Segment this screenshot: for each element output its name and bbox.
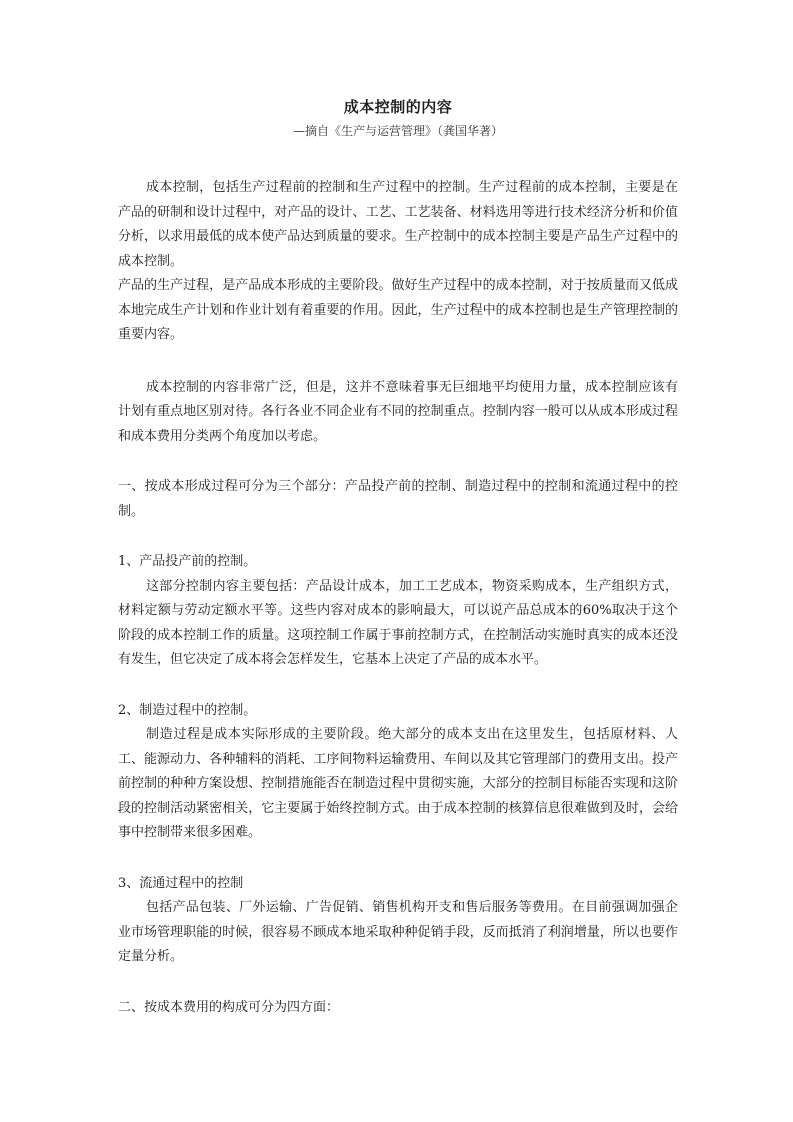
document-subtitle: —摘自《生产与运营管理》（龚国华著） [292,124,503,138]
paragraph: 成本控制的内容非常广泛，但是，这并不意味着事无巨细地平均使用力量，成本控制应该有计划有重点地区别对待。各行各业不同企业有不同的控制重点。控制内容一般可以从成本形成过程和成本费用分类两个角度加以考虑。 [118,379,678,444]
paragraph: 这部分控制内容主要包括：产品设计成本，加工工艺成本，物资采购成本，生产组织方式，材料定额与劳动定额水平等。这些内容对成本的影响最大，可以说产品总成本的60%取决于这个阶段的成本控制工作的质量。这项控制工作属于事前控制方式，在控制活动实施时真实的成本还没有发生，但它决定了成本将会怎样发生，它基本上决定了产品的成本水平。 [118,578,678,667]
subsection-heading: 3、流通过程中的控制 [118,875,244,891]
paragraph: 产品的生产过程，是产品成本形成的主要阶段。做好生产过程中的成本控制，对于按质量而又低成本地完成生产计划和作业计划有着重要的作用。因此，生产过程中的成本控制也是生产管理控制的重要内容。 [118,278,678,342]
paragraph: 包括产品包装、厂外运输、广告促销、销售机构开支和售后服务等费用。在目前强调加强企业市场管理职能的时候，很容易不顾成本地采取种种促销手段，反而抵消了利润增量，所以也要作定量分析。 [118,900,678,964]
section-heading: 一、按成本形成过程可分为三个部分：产品投产前的控制、制造过程中的控制和流通过程中的控制。 [118,479,678,519]
document-body [118,96,678,1020]
subsection-heading: 1、产品投产前的控制。 [118,554,257,569]
paragraph: 制造过程是成本实际形成的主要阶段。绝大部分的成本支出在这里发生，包括原材料、人工、能源动力、各种辅料的消耗、工序间物料运输费用、车间以及其它管理部门的费用支出。投产前控制的种种方案设想、控制措施能否在制造过程中贯彻实施，大部分的控制目标能否实现和这阶段的控制活动紧密相关，它主要属于始终控制方式。由于成本控制的核算信息很难做到及时，会给事中控制带来很多困难。 [118,727,678,840]
subsection-heading: 2、制造过程中的控制。 [118,702,257,718]
document-title: 成本控制的内容 [343,98,453,116]
paragraph: 成本控制，包括生产过程前的控制和生产过程中的控制。生产过程前的成本控制，主要是在产品的研制和设计过程中，对产品的设计、工艺、工艺装备、材料选用等进行技术经济分析和价值分析，以求用最低的成本使产品达到质量的要求。生产控制中的成本控制主要是产品生产过程中的成本控制。 [118,180,678,269]
section-heading: 二、按成本费用的构成可分为四方面： [118,999,340,1015]
